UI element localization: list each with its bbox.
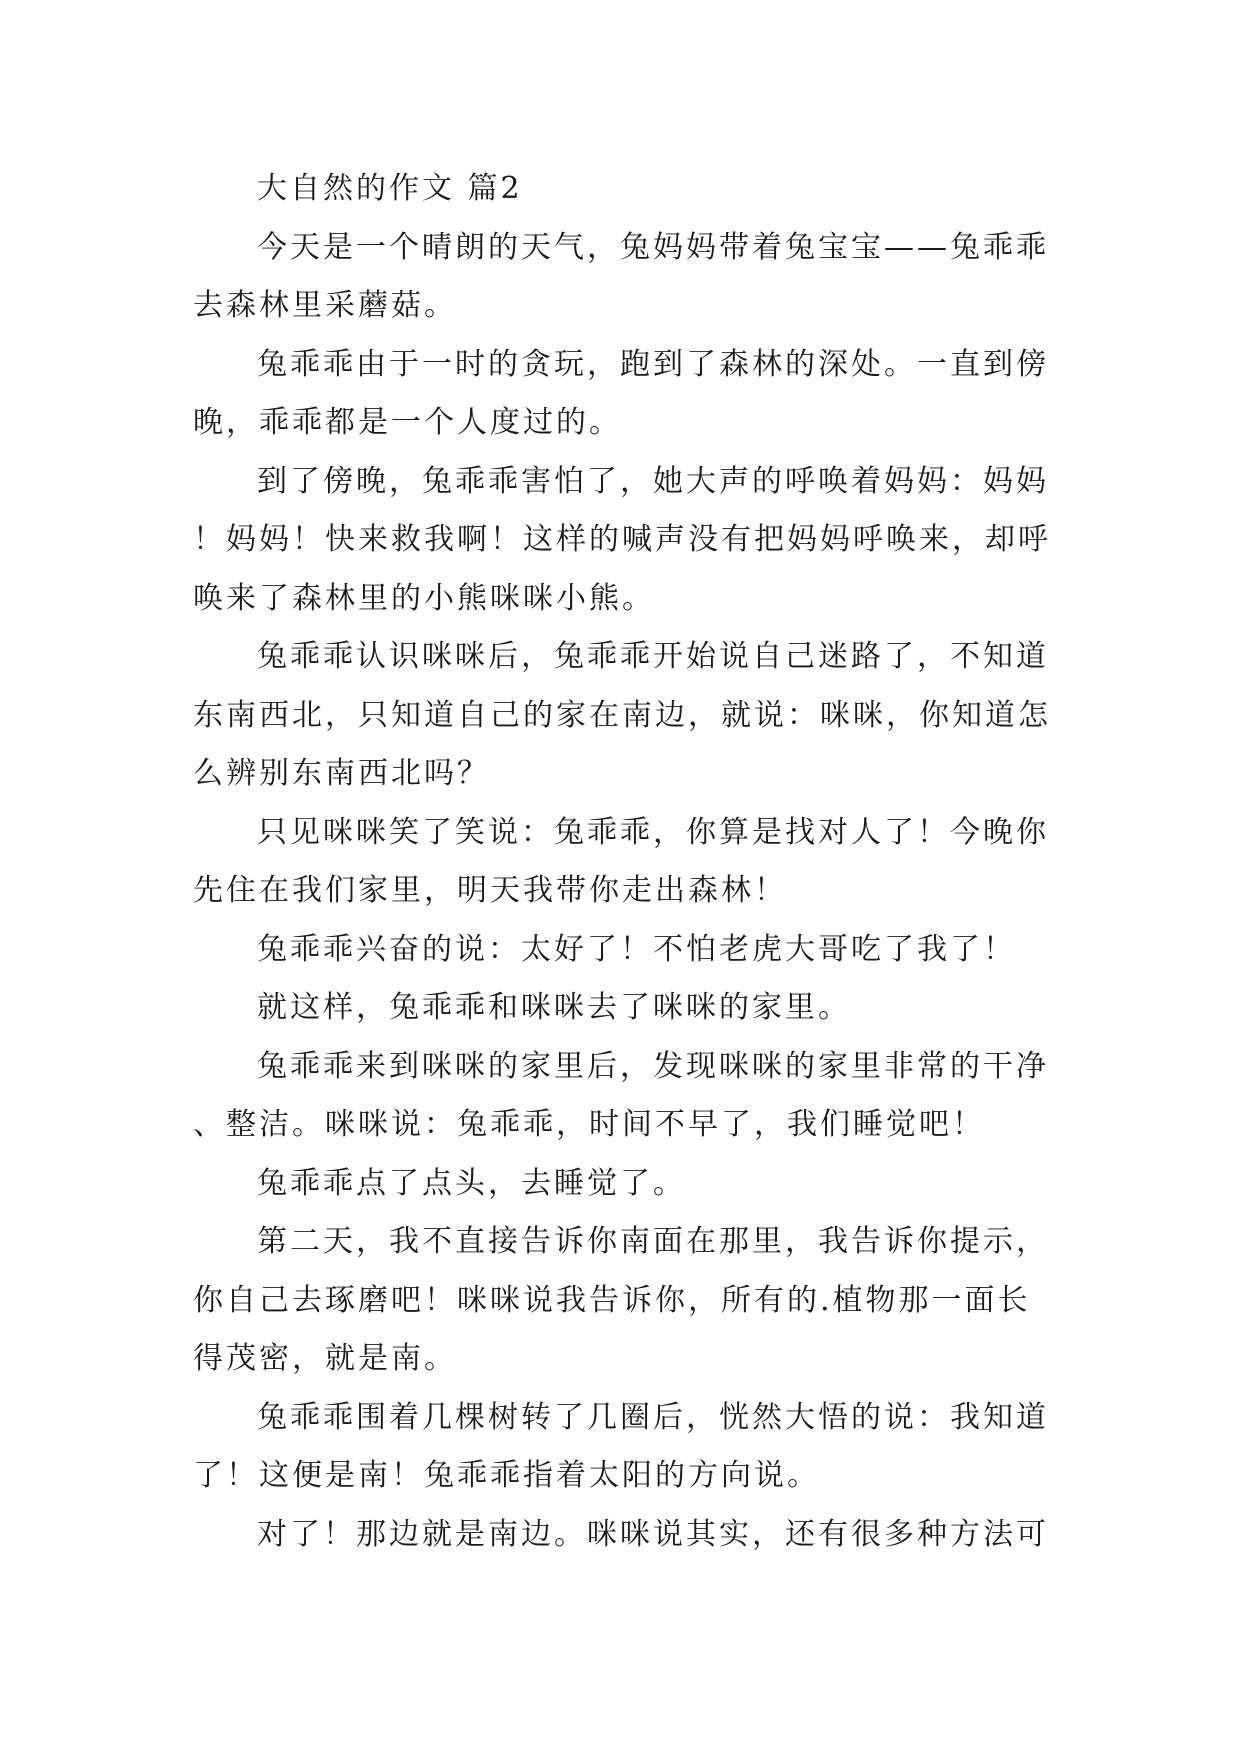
paragraph: 今天是一个晴朗的天气，兔妈妈带着兔宝宝——兔乖乖去森林里采蘑菇。 xyxy=(193,229,1049,323)
paragraph: 兔乖乖由于一时的贪玩，跑到了森林的深处。一直到傍晚，乖乖都是一个人度过的。 xyxy=(193,346,1049,440)
paragraph: 兔乖乖认识咪咪后，兔乖乖开始说自己迷路了，不知道东南西北，只知道自己的家在南边，就说：咪咪，你知道怎么辨别东南西北吗？ xyxy=(193,639,1051,791)
paragraph: 兔乖乖来到咪咪的家里后，发现咪咪的家里非常的干净、整洁。咪咪说：兔乖乖，时间不早了，我们睡觉吧！ xyxy=(193,1048,1049,1142)
paragraph: 只见咪咪笑了笑说：兔乖乖，你算是找对人了！今晚你先住在我们家里，明天我带你走出森林！ xyxy=(193,814,1049,908)
paragraph: 到了傍晚，兔乖乖害怕了，她大声的呼唤着妈妈：妈妈！妈妈！快来救我啊！这样的喊声没有把妈妈呼唤来，却呼唤来了森林里的小熊咪咪小熊。 xyxy=(193,463,1051,616)
paragraph: 兔乖乖围着几棵树转了几圈后，恍然大悟的说：我知道了！这便是南！兔乖乖指着太阳的方向说。 xyxy=(193,1399,1049,1493)
paragraph: 兔乖乖点了点头，去睡觉了。 xyxy=(257,1165,686,1201)
paragraph: 就这样，兔乖乖和咪咪去了咪咪的家里。 xyxy=(257,990,851,1025)
paragraph: 对了！那边就是南边。咪咪说其实，还有很多种方法可 xyxy=(257,1516,1049,1552)
essay-body xyxy=(193,160,1063,1564)
paragraph: 兔乖乖兴奋的说：太好了！不怕老虎大哥吃了我了！ xyxy=(257,931,1016,967)
essay-title: 大自然的作文 篇2 xyxy=(257,171,523,206)
paragraph: 第二天，我不直接告诉你南面在那里，我告诉你提示，你自己去琢磨吧！咪咪说我告诉你，所有的.植物那一面长得茂密，就是南。 xyxy=(193,1224,1049,1376)
